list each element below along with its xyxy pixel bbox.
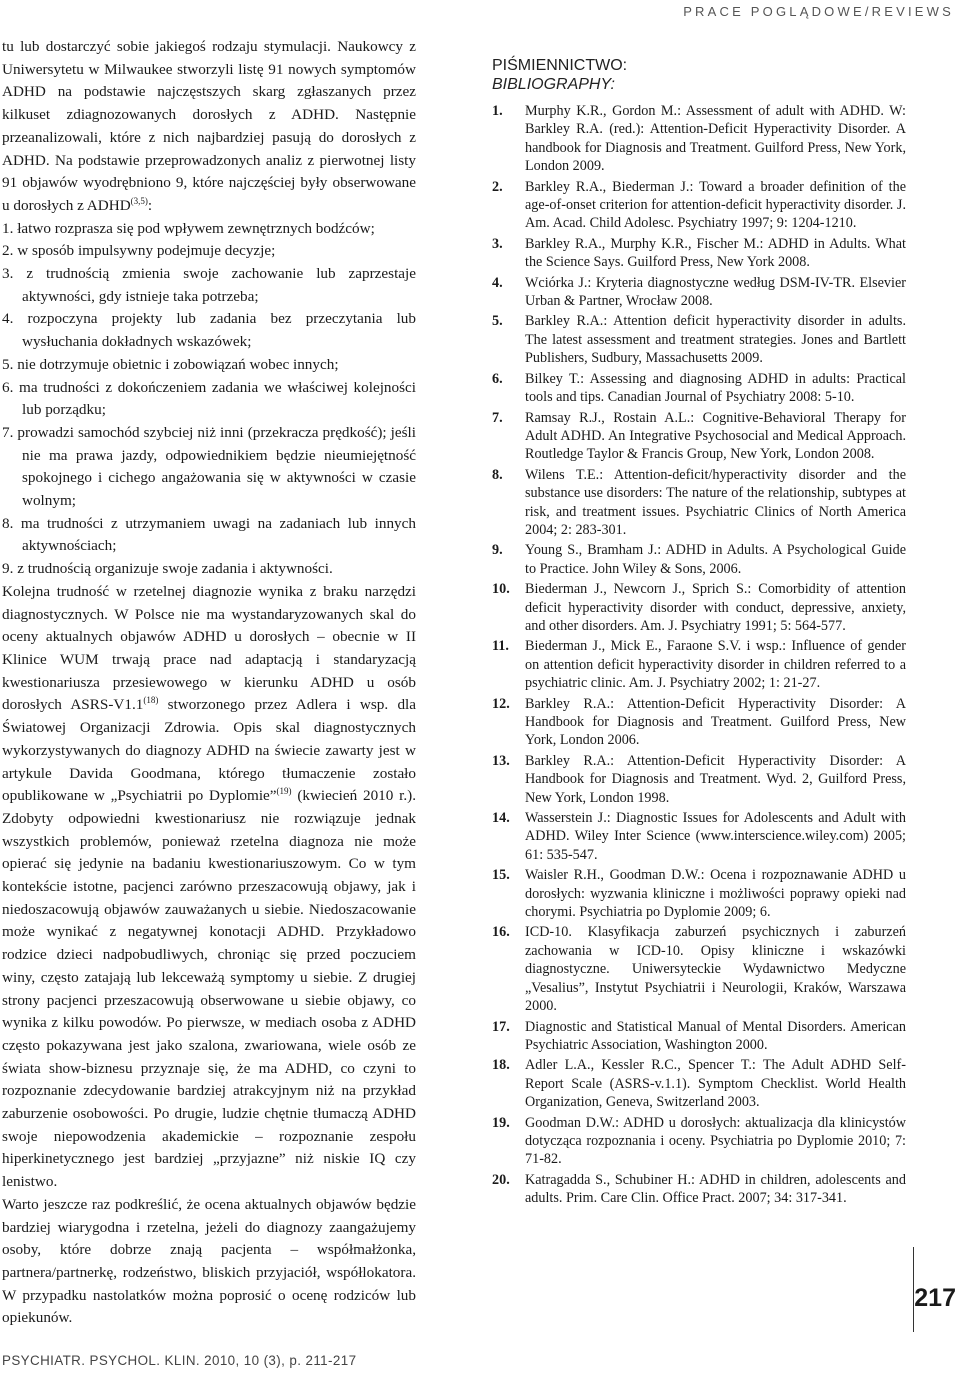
body-paragraph (2, 581, 416, 1194)
reference-item (492, 409, 906, 464)
reference-number: 19. (492, 1114, 510, 1131)
journal-citation: PSYCHIATR. PSYCHOL. KLIN. 2010, 10 (3), p. 211-217 (2, 1353, 357, 1368)
symptom-item: 8. ma trudności z utrzymaniem uwagi na zadaniach lub innych aktywnościach; (2, 514, 416, 555)
reference-item (492, 312, 906, 367)
reference-text: Barkley R.A., Biederman J.: Toward a broader definition of the age-of-onset criterion for attention-deficit hyperactivity disorder. J. Am. Acad. Child Adolesc. Psychiatry 1997; 9: 1204-1210. (525, 178, 906, 232)
symptom-item: 7. prowadzi samochód szybciej niż inni (przekracza prędkość); jeśli nie ma prawa jazdy, odpowiednikiem będzie nieumiejętność spokojnego i cichego angażowania się w aktywności w czasie wolnym; (2, 423, 416, 510)
reference-number: 7. (492, 409, 503, 426)
paragraph-text: : (147, 196, 153, 214)
reference-item (492, 274, 906, 311)
reference-number: 12. (492, 695, 510, 712)
reference-number: 14. (492, 810, 510, 827)
citation-superscript: (19) (276, 786, 292, 797)
reference-number: 9. (492, 542, 503, 559)
reference-number: 18. (492, 1057, 510, 1074)
reference-item (492, 235, 906, 272)
paragraph-text: tu lub dostarczyć sobie jakiegoś rodzaju stymulacji. Naukowcy z Uniwersytetu w Milwaukee stworzyli listę 91 nowych symptomów ADHD na podstawie najczęstszych skarg zgłaszanych przez kilkuset zdiagnozowanych dorosłych z ADHD. Następnie przeanalizowali, które z nich najbardziej pasują do dorosłych z ADHD. Na podstawie przeprowadzonych analiz z pierwotnej listy 91 objawów wyodrębniono 9, które najczęściej były obserwowane u dorosłych z ADHD (2, 38, 416, 214)
reference-text: Barkley R.A.: Attention-Deficit Hyperactivity Disorder: A Handbook for Diagnosis and Treatment. Wyd. 2, Guilford Press, New York, London 1998. (525, 752, 906, 806)
symptom-item: 9. z trudnością organizuje swoje zadania i aktywności. (2, 560, 333, 578)
reference-text: Bilkey T.: Assessing and diagnosing ADHD in adults: Practical tools and tips. Canadian Journal of Psychiatry 2008: 5-10. (525, 370, 906, 406)
article-body (2, 36, 416, 1330)
reference-item (492, 370, 906, 407)
paragraph-text: Kolejna trudność w rzetelnej diagnozie wynika z braku narzędzi diagnostycznych. W Polsce nie ma wystandaryzowanych skal do oceny aktualnych objawów ADHD u dorosłych – obecnie w II Klinice WUM trwają prace nad adaptacją i standaryzacją kwestionariusza przesiewowego w kierunku ADHD u osób dorosłych ASRS-V1.1 (2, 582, 416, 714)
reference-text: Barkley R.A.: Attention deficit hyperactivity disorder in adults. The latest assessment and treatment strategies. Jones and Bartlett Publishers, Sudbury, Massachusetts 2009. (525, 313, 906, 367)
reference-item (492, 923, 906, 1015)
reference-number: 5. (492, 313, 503, 330)
reference-item (492, 1114, 906, 1169)
citation-superscript: (3,5) (130, 195, 148, 206)
body-paragraph: Warto jeszcze raz podkreślić, że ocena aktualnych objawów będzie bardziej wiarygodna i rzetelna, jeżeli do diagnozy zaangażujemy osoby, które dobrze znają pacjenta – współmałżonka, partnera/partnerkę, rodzeństwo, bliskich przyjaciół, współlokatora. W przypadku nastolatków można poprosić o ocenę rodziców lub opiekunów. (2, 1195, 416, 1327)
reference-text: ICD-10. Klasyfikacja zaburzeń psychicznych i zaburzeń zachowania w ICD-10. Opisy kliniczne i wskazówki diagnostyczne. Uniwersyteckie Wydawnictwo Medyczne „Vesalius”, Instytut Psychiatrii i Neurologii, Kraków, Warszawa 2000. (525, 924, 906, 1015)
citation-superscript: (18) (143, 695, 159, 706)
symptom-item: 3. z trudnością zmienia swoje zachowanie lub zaprzestaje aktywności, gdy istnieje taka potrzeba; (2, 265, 416, 305)
reference-item (492, 1018, 906, 1055)
reference-number: 10. (492, 581, 510, 598)
reference-item (492, 866, 906, 921)
reference-text: Ramsay R.J., Rostain A.L.: Cognitive-Behavioral Therapy for Adult ADHD. An Integrative Psychosocial and Medical Approach. Routledge Taylor & Francis Group, New York, London 2008. (525, 409, 906, 463)
references-title: PIŚMIENNICTWO: (492, 57, 628, 74)
paragraph-text: (kwiecień 2010 r.). Zdobyty odpowiedni kwestionariusz nie rozwiązuje jednak wszystkich problemów, ponieważ rzetelna diagnoza nie może opierać się jedynie na badaniu kwestionariuszowym. Co w tym kontekście istotne, pacjenci zarówno przeszacowują objawy, jak i niedoszacowują objawów zauważanych u siebie. Niedoszacowanie może wynikać z negatywnej konotacji ADHD. Przykładowo rodzice dzieci nadpobudliwych, chroniąc się przed poczuciem winy, często zatajają lub lekceważą symptomy u siebie. Z drugiej strony pacjenci przeszacowują obserwowane u siebie objawy, co wynika z kilku powodów. Po pierwsze, w mediach osoba z ADHD często pokazywana jest jako szalona, zwariowana, wiele osób ze świata show-biznesu przyznaje się, że ma ADHD, co czyni to rozpoznanie zdecydowanie bardziej atrakcyjnym niż na przykład zaburzenie osobowości. Po drugie, ludzie chętnie tłumaczą ADHD swoje niepowodzenia akademickie – rozpoznanie zespołu hiperkinetycznego jest bardziej „przyjazne” niż niskie IQ czy lenistwo. (2, 787, 417, 1191)
symptom-item: 6. ma trudności z dokończeniem zadania we właściwej kolejności lub porządku; (2, 378, 416, 419)
reference-number: 1. (492, 103, 503, 119)
reference-item (492, 752, 906, 807)
reference-item (492, 541, 906, 578)
symptom-item: 5. nie dotrzymuje obietnic i zobowiązań wobec innych; (2, 355, 339, 373)
reference-item (492, 1171, 906, 1208)
reference-number: 15. (492, 867, 510, 884)
references-list (492, 102, 906, 1208)
reference-text: Wasserstein J.: Diagnostic Issues for Adolescents and Adult with ADHD. Wiley Inter Science (www.interscience.wiley.com) 2005; 61: 535-547. (525, 810, 906, 863)
reference-number: 6. (492, 370, 503, 387)
reference-text: Biederman J., Newcorn J., Sprich S.: Comorbidity of attention deficit hyperactivity disorder with conduct, depressive, anxiety, and other disorders. Am. J. Psychiatry 1991; 5: 564-577. (525, 581, 906, 634)
reference-item (492, 809, 906, 864)
reference-item (492, 178, 906, 233)
reference-number: 17. (492, 1018, 510, 1035)
reference-number: 3. (492, 235, 503, 252)
reference-text: Wciórka J.: Kryteria diagnostyczne według DSM-IV-TR. Elsevier Urban & Partner, Wrocław 2008. (525, 274, 906, 310)
reference-number: 11. (492, 638, 509, 655)
reference-text: Barkley R.A., Murphy K.R., Fischer M.: ADHD in Adults. What the Science Says. Guilford Press, New York 2008. (525, 235, 906, 271)
reference-text: Goodman D.W.: ADHD u dorosłych: aktualizacja dla klinicystów dotycząca rozpoznania i oceny. Psychiatria po Dyplomie 2010; 7: 71-82. (525, 1114, 906, 1168)
reference-text: Adler L.A., Kessler R.C., Spencer T.: The Adult ADHD Self-Report Scale (ASRS-v.1.1). Symptom Checklist. World Health Organization, Geneva, Switzerland 2003. (525, 1057, 906, 1111)
reference-text: Diagnostic and Statistical Manual of Mental Disorders. American Psychiatric Association, Washington 2000. (525, 1018, 906, 1053)
page-number: 217 (914, 1284, 956, 1312)
symptom-item: 4. rozpoczyna projekty lub zadania bez przeczytania lub wysłuchania dokładnych wskazówek; (2, 310, 416, 351)
reference-text: Katragadda S., Schubiner H.: ADHD in children, adolescents and adults. Prim. Care Clin. Office Pract. 2007; 34: 317-341. (525, 1171, 906, 1207)
reference-number: 2. (492, 178, 503, 195)
reference-text: Waisler R.H., Goodman D.W.: Ocena i rozpoznawanie ADHD u dorosłych: wyzwania kliniczne i możliwości poprawy opieki nad chorymi. Psychiatria po Dyplomie 2009; 6. (525, 867, 906, 921)
reference-number: 8. (492, 466, 503, 483)
reference-text: Murphy K.R., Gordon M.: Assessment of adult with ADHD. W: Barkley R.A. (red.): Attention-Deficit Hyperactivity Disorder. A handbook for Diagnosis and Treatment. Guilford Press, New York, London 2009. (525, 103, 906, 175)
symptom-item: 1. łatwo rozprasza się pod wpływem zewnętrznych bodźców; (2, 219, 375, 237)
paragraph-text: stworzonego przez Adlera i wsp. dla Światowej Organizacji Zdrowia. Opis skal diagnostycznych wykorzystywanych do diagnozy ADHD na świecie zawarty jest w artykule Davida Goodmana, którego tłumaczenie zostało opublikowane w „Psychiatrii po Dyplomie” (2, 696, 416, 805)
reference-text: Wilens T.E.: Attention-deficit/hyperactivity disorder and the substance use disorders: The nature of the relationship, subtypes at risk, and treatment issues. Psychiatric Clinics of North America 2004; 2: 283-301. (525, 466, 906, 538)
reference-number: 4. (492, 274, 503, 291)
reference-number: 13. (492, 752, 510, 769)
symptom-list (2, 218, 416, 581)
reference-item (492, 102, 906, 176)
reference-item (492, 466, 906, 540)
reference-text: Biederman J., Mick E., Faraone S.V. i wsp.: Influence of gender on attention deficit hyperactivity disorder in children referred to a psychiatric clinic. Am. J. Psychiatry 2002; 1: 21-27. (525, 638, 906, 692)
section-label: PRACE POGLĄDOWE/REVIEWS (683, 4, 954, 19)
symptom-item: 2. w sposób impulsywny podejmuje decyzje; (2, 242, 276, 260)
references-heading (492, 56, 906, 94)
reference-text: Young S., Bramham J.: ADHD in Adults. A Psychological Guide to Practice. John Wiley & Sons, 2006. (525, 542, 906, 577)
reference-number: 20. (492, 1171, 510, 1188)
reference-item (492, 580, 906, 635)
reference-number: 16. (492, 924, 510, 941)
references-subtitle: BIBLIOGRAPHY: (492, 76, 615, 93)
references-section (492, 56, 906, 1210)
reference-text: Barkley R.A.: Attention-Deficit Hyperactivity Disorder: A Handbook for Diagnosis and Treatment. Guilford Press, New York, London 2006. (525, 695, 906, 749)
reference-item (492, 1056, 906, 1111)
reference-item (492, 637, 906, 692)
reference-item (492, 695, 906, 750)
body-paragraph (2, 36, 416, 218)
